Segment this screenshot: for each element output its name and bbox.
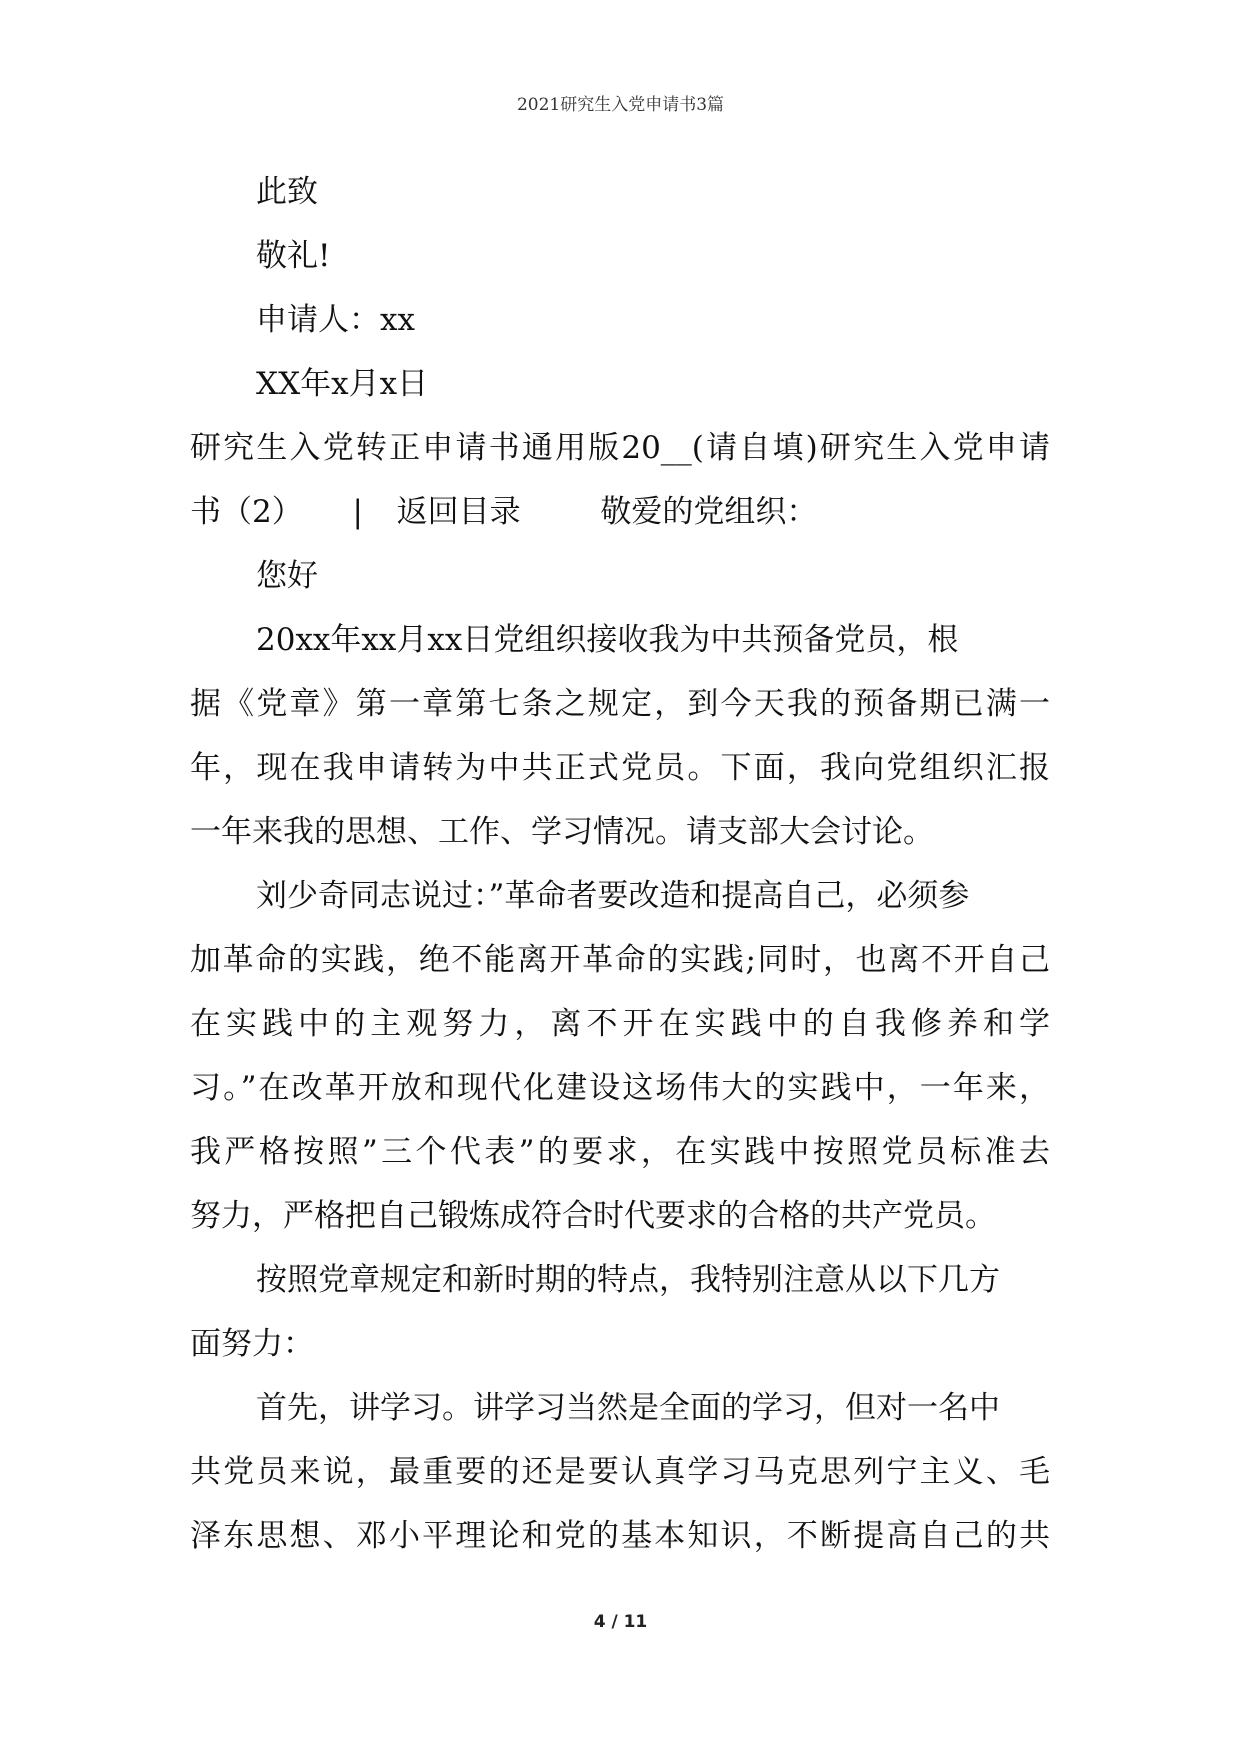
separator-bar: | <box>352 494 363 530</box>
paragraph-line: 我严格按照”三个代表”的要求，在实践中按照党员标准去 <box>190 1134 1050 1170</box>
salute-line: 敬礼! <box>256 238 331 274</box>
paragraph-line: 在实践中的主观努力，离不开在实践中的自我修养和学 <box>190 1006 1050 1042</box>
section-title-suffix: 书（2） <box>190 494 303 530</box>
salutation-text: 敬爱的党组织： <box>600 494 818 530</box>
paragraph-line: 首先，讲学习。讲学习当然是全面的学习，但对一名中 <box>256 1390 1000 1426</box>
greeting-line: 您好 <box>256 558 318 594</box>
paragraph-line: 泽东思想、邓小平理论和党的基本知识，不断提高自己的共 <box>190 1518 1050 1554</box>
paragraph-line: 习。”在改革开放和现代化建设这场伟大的实践中，一年来， <box>190 1070 1050 1106</box>
section-title-text: 研究生入党转正申请书通用版20__(请自填)研究生入党申请 <box>190 430 1050 466</box>
paragraph-line: 20xx年xx月xx日党组织接收我为中共预备党员，根 <box>256 622 959 658</box>
paragraph-line: 加革命的实践，绝不能离开革命的实践;同时，也离不开自己 <box>190 942 1050 978</box>
section-title-line <box>190 416 1050 480</box>
paragraph-line: 年，现在我申请转为中共正式党员。下面，我向党组织汇报 <box>190 750 1050 786</box>
paragraph-line: 刘少奇同志说过：”革命者要改造和提高自己，必须参 <box>256 878 970 914</box>
paragraph <box>190 864 1050 1248</box>
applicant-line: 申请人：xx <box>256 302 415 338</box>
paragraph-line: 一年来我的思想、工作、学习情况。请支部大会讨论。 <box>190 814 934 850</box>
paragraph <box>190 1248 1050 1376</box>
page-header-title: 2021研究生入党申请书3篇 <box>516 95 725 115</box>
paragraph-line: 按照党章规定和新时期的特点，我特别注意从以下几方 <box>256 1262 1000 1298</box>
closing-line: 此致 <box>256 174 318 210</box>
paragraph-line: 据《党章》第一章第七条之规定，到今天我的预备期已满一 <box>190 686 1050 722</box>
page-number: 4 / 11 <box>593 1612 648 1632</box>
paragraph-line: 努力，严格把自己锻炼成符合时代要求的合格的共产党员。 <box>190 1198 996 1234</box>
date-line: XX年x月x日 <box>256 366 429 402</box>
paragraph-line: 共党员来说，最重要的还是要认真学习马克思列宁主义、毛 <box>190 1454 1050 1490</box>
paragraph <box>190 608 1050 864</box>
document-body <box>190 160 1050 1568</box>
paragraph-line: 面努力： <box>190 1326 314 1362</box>
back-to-toc-link[interactable]: 返回目录 <box>396 494 521 530</box>
section-title-line-2 <box>190 480 1050 544</box>
paragraph <box>190 1376 1050 1568</box>
